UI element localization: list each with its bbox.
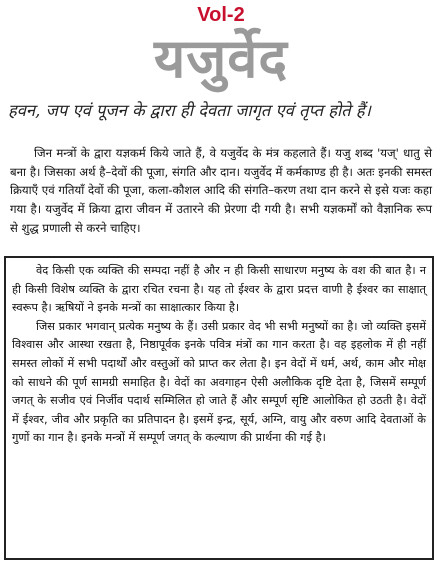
tagline: हवन, जप एवं पूजन के द्वारा ही देवता जागृत एवं तृप्त होते हैं। — [8, 101, 371, 120]
box-paragraph-1: वेद किसी एक व्यक्ति की सम्पदा नहीं है और न ही किसी साधारण मनुष्य के वश की बात है। न ही किसी विशेष व्यक्ति के द्वारा रचित रचना है। यह तो ईश्वर के द्वारा प्रदत्त वाणी है ईश्वर का साक्षात् स्वरूप है। ऋषियों ने इनके मन्त्रों का साक्षात्कार किया है। — [12, 264, 426, 315]
bordered-text-box — [4, 256, 434, 560]
page-title: यजुर्वेद — [153, 27, 289, 90]
intro-paragraph: जिन मन्त्रों के द्वारा यज्ञकर्म किये जाते हैं, वे यजुर्वेद के मंत्र कहलाते हैं। यजु शब्द 'यज्' धातु से बना है। जिसका अर्थ है–देवों की पूजा, संगति और दान। यजुर्वेद में कर्मकाण्ड ही है। अतः इनकी समस्त क्रियाएँ एवं गतियाँ देवों की पूजा, कला-कौशल आदि की संगति–करण तथा दान करने से इसे यजः कहा गया है। यजुर्वेद में क्रिया द्वारा जीवन में उतारने की प्रेरणा दी गयी है। सभी यज्ञकर्मों को वैज्ञानिक रूप से शुद्ध प्रणाली से करने चाहिए। — [10, 146, 432, 235]
volume-label: Vol-2 — [197, 4, 245, 26]
box-paragraph-2: जिस प्रकार भगवान् प्रत्येक मनुष्य के हैं। उसी प्रकार वेद भी सभी मनुष्यों का है। जो व्यक्ति इसमें विश्वास और आस्था रखता है, निष्ठापूर्वक इनके पवित्र मंत्रों का गान करता है। वह इहलोक में ही नहीं समस्त लोकों में सभी पदार्थों और वस्तुओं को प्राप्त कर लेता है। इन वेदों में धर्म, अर्थ, काम और मोक्ष को साधने की पूर्ण सामग्री समाहित है। वेदों का अवगाहन ऐसी अलौकिक दृष्टि देता है, जिसमें सम्पूर्ण जगत् के सजीव एवं निर्जीव पदार्थ सम्मिलित हो जाते हैं और सम्पूर्ण सृष्टि आलोकित हो उठती है। वेदों में ईश्वर, जीव और प्रकृति का प्रतिपादन है। इसमें इन्द्र, सूर्य, अग्नि, वायु और वरुण आदि देवताओं के गुणों का गान है। इनके मन्त्रों में सम्पूर्ण जगत् के कल्याण की प्रार्थना की गई है। — [12, 319, 426, 445]
